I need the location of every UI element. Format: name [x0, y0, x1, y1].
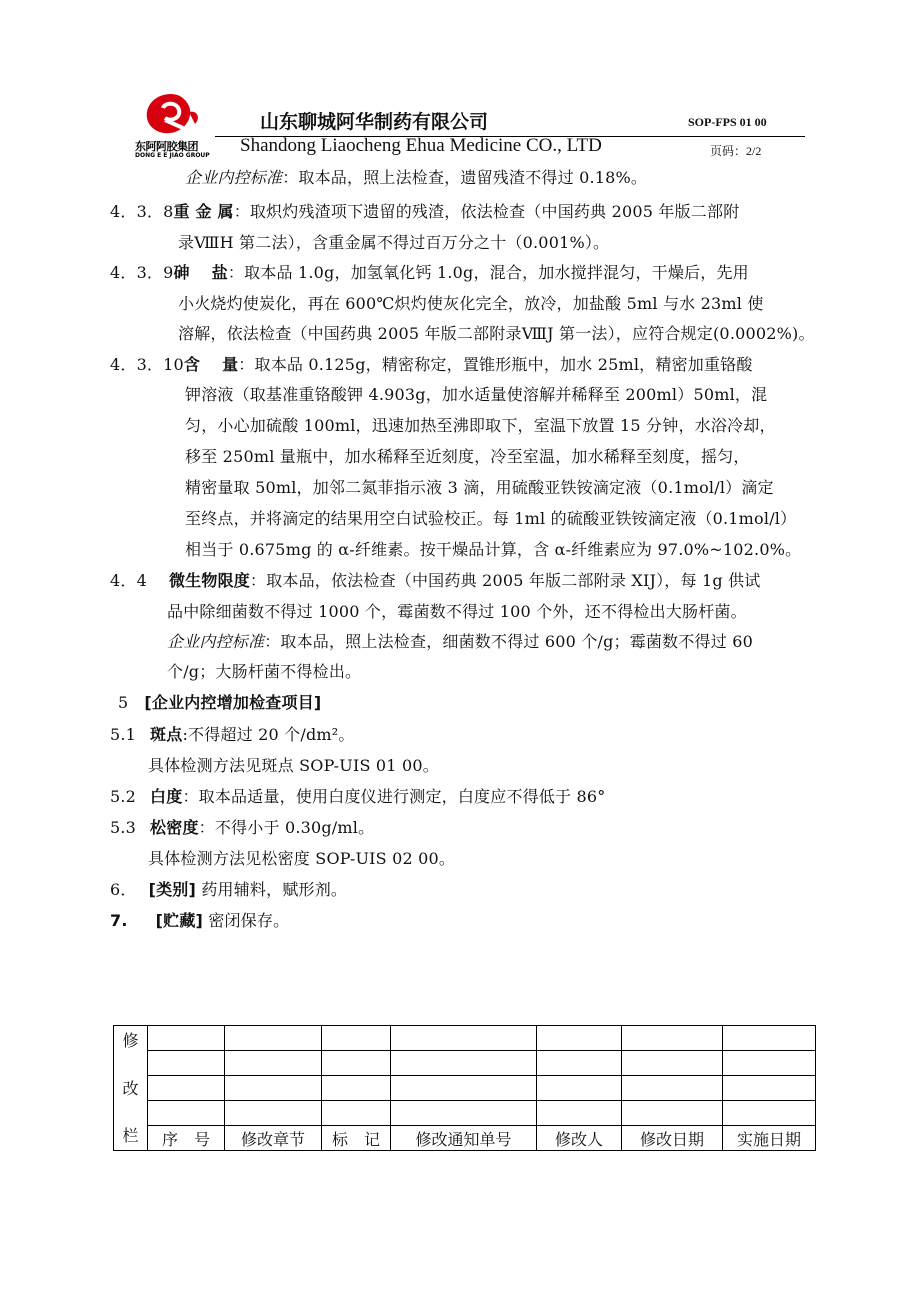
paragraph-line: 相当于 0.675mg 的 α-纤维素。按干燥品计算，含 α-纤维素应为 97.0%~102.0%。 [185, 540, 802, 559]
document-code: SOP-FPS 01 00 [688, 115, 767, 129]
logo-mark-icon [135, 92, 210, 140]
table-cell [225, 1101, 322, 1126]
table-cell [225, 1076, 322, 1101]
paragraph-line: 录ⅧH 第二法），含重金属不得过百万分之十（0.001%）。 [178, 233, 610, 252]
page-number: 页码：2/2 [710, 144, 762, 158]
table-cell [723, 1076, 816, 1101]
header-modify-date: 修改日期 [622, 1126, 723, 1151]
company-name-cn: 山东聊城阿华制药有限公司 [260, 111, 489, 133]
section-4-3-9: 4．3．9砷 盐：取本品 1.0g，加氢氧化钙 1.0g，混合，加水搅拌混匀，干燥后，先用 [110, 263, 749, 282]
table-cell [225, 1051, 322, 1076]
header-modifier: 修改人 [537, 1126, 622, 1151]
header-serial: 序 号 [148, 1126, 225, 1151]
table-cell [148, 1101, 225, 1126]
table-cell [322, 1026, 391, 1051]
section-5-2: 5.2 白度：取本品适量，使用白度仪进行测定，白度应不得低于 86° [110, 787, 606, 806]
section-5: 5 [企业内控增加检查项目] [118, 693, 322, 712]
table-cell [322, 1051, 391, 1076]
section-5-3: 5.3 松密度：不得小于 0.30g/ml。 [110, 818, 375, 837]
header-notice-no: 修改通知单号 [391, 1126, 537, 1151]
section-6: 6． [类别] 药用辅料，赋形剂。 [110, 880, 348, 899]
paragraph-line: 品中除细菌数不得过 1000 个，霉菌数不得过 100 个外，还不得检出大肠杆菌。 [167, 602, 747, 621]
table-cell [622, 1051, 723, 1076]
table-cell [537, 1051, 622, 1076]
paragraph-line: 企业内控标准：取本品，照上法检查，细菌数不得过 600 个/g；霉菌数不得过 60 [167, 632, 753, 651]
table-cell [622, 1101, 723, 1126]
table-cell [148, 1026, 225, 1051]
paragraph-line: 个/g；大肠杆菌不得检出。 [167, 662, 362, 681]
paragraph-line: 企业内控标准：取本品，照上法检查，遗留残渣不得过 0.18%。 [185, 168, 648, 187]
company-name-en: Shandong Liaocheng Ehua Medicine CO., LTD [240, 135, 602, 156]
table-cell [391, 1076, 537, 1101]
table-cell [148, 1051, 225, 1076]
header-mark: 标 记 [322, 1126, 391, 1151]
table-cell [537, 1026, 622, 1051]
section-4-3-10: 4．3．10含 量：取本品 0.125g，精密称定，置锥形瓶中，加水 25ml，精密加重铬酸 [110, 355, 753, 374]
table-cell [391, 1051, 537, 1076]
paragraph-line: 小火烧灼使炭化，再在 600℃炽灼使灰化完全，放冷，加盐酸 5ml 与水 23ml 使 [178, 294, 764, 313]
revision-table [113, 1025, 816, 1151]
paragraph-line: 具体检测方法见松密度 SOP-UIS 02 00。 [148, 849, 456, 868]
table-cell [322, 1076, 391, 1101]
section-4-4: 4．4 微生物限度：取本品，依法检查（中国药典 2005 年版二部附录 XIJ），每 1g 供试 [110, 571, 761, 590]
paragraph-line: 具体检测方法见斑点 SOP-UIS 01 00。 [148, 756, 439, 775]
section-5-1: 5.1 斑点:不得超过 20 个/dm²。 [110, 725, 355, 744]
section-7: 7. [贮藏] 密闭保存。 [110, 911, 290, 930]
table-cell [391, 1101, 537, 1126]
table-cell [723, 1051, 816, 1076]
paragraph-line: 至终点，并将滴定的结果用空白试验校正。每 1ml 的硫酸亚铁铵滴定液（0.1mol/l） [185, 509, 797, 528]
paragraph-line: 移至 250ml 量瓶中，加水稀释至近刻度，冷至室温，加水稀释至刻度，摇匀， [185, 447, 750, 466]
section-4-3-8: 4．3．8重 金 属：取炽灼残渣项下遗留的残渣，依法检查（中国药典 2005 年版二部附 [110, 202, 740, 221]
paragraph-line: 精密量取 50ml，加邻二氮菲指示液 3 滴，用硫酸亚铁铵滴定液（0.1mol/l）滴定 [185, 478, 774, 497]
table-cell [225, 1026, 322, 1051]
paragraph-line: 溶解，依法检查（中国药典 2005 年版二部附录ⅧJ 第一法），应符合规定(0.0002%)。 [178, 324, 815, 343]
table-cell [622, 1076, 723, 1101]
table-cell [322, 1101, 391, 1126]
table-cell [391, 1026, 537, 1051]
logo-english-name: DONG E E JIAO GROUP [135, 152, 210, 159]
company-logo [135, 92, 210, 162]
header-section: 修改章节 [225, 1126, 322, 1151]
logo-chinese-name: 东阿阿胶集团 [135, 140, 198, 153]
revision-side-label: 修 改 栏 [114, 1026, 148, 1151]
table-cell [537, 1076, 622, 1101]
paragraph-line: 钾溶液（取基准重铬酸钾 4.903g，加水适量使溶解并稀释至 200ml）50ml，混 [185, 385, 768, 404]
table-cell [537, 1101, 622, 1126]
table-cell [723, 1101, 816, 1126]
paragraph-line: 匀，小心加硫酸 100ml，迅速加热至沸即取下，室温下放置 15 分钟，水浴冷却， [185, 416, 776, 435]
header-effective-date: 实施日期 [723, 1126, 816, 1151]
table-cell [723, 1026, 816, 1051]
table-cell [148, 1076, 225, 1101]
table-cell [622, 1026, 723, 1051]
